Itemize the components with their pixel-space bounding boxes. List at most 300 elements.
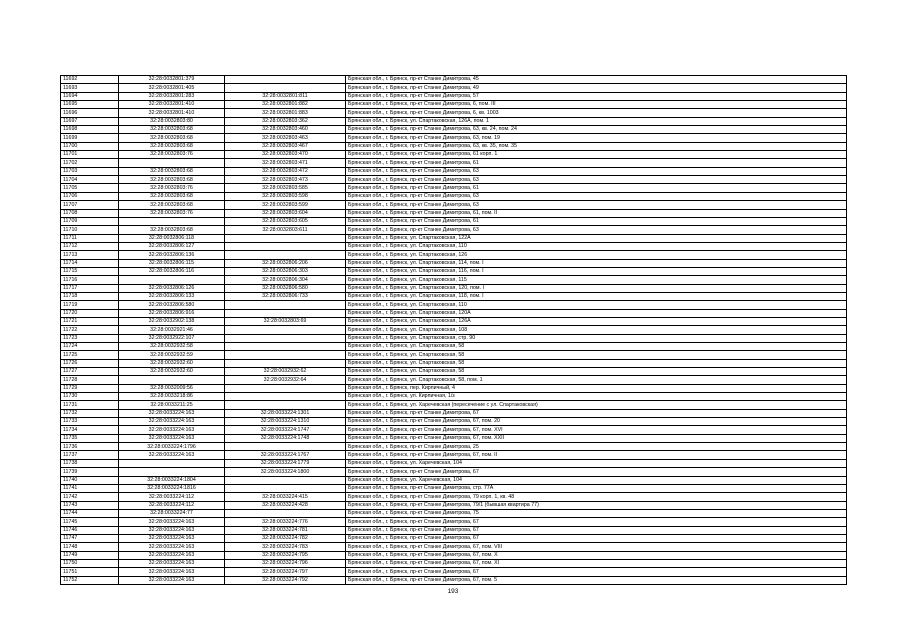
object-cadastral-number-cell: 32:28:0032806:303 bbox=[225, 267, 346, 275]
table-row bbox=[61, 126, 847, 134]
object-cadastral-number-cell: 32:28:0033224:428 bbox=[225, 501, 346, 509]
object-cadastral-number-cell: 32:28:0032803:604 bbox=[225, 209, 346, 217]
row-number-cell: 11727 bbox=[61, 368, 119, 376]
parcel-cadastral-number-cell: 32:28:0032803:68 bbox=[119, 142, 225, 150]
object-cadastral-number-cell bbox=[225, 384, 346, 392]
table-row bbox=[61, 418, 847, 426]
address-cell: Брянская обл., г. Брянск, пр-кт Станке Димитрова, 67 bbox=[346, 468, 847, 476]
row-number-cell: 11731 bbox=[61, 401, 119, 409]
parcel-cadastral-number-cell: 32:28:0032803:68 bbox=[119, 176, 225, 184]
object-cadastral-number-cell: 32:28:0033224:795 bbox=[225, 551, 346, 559]
address-cell: Брянская обл., г. Брянск, пр-кт Станке Димитрова, 61, пом. II bbox=[346, 209, 847, 217]
parcel-cadastral-number-cell: 32:28:0032801:410 bbox=[119, 101, 225, 109]
table-row bbox=[61, 351, 847, 359]
table-row bbox=[61, 368, 847, 376]
object-cadastral-number-cell: 32:28:0032803:611 bbox=[225, 226, 346, 234]
object-cadastral-number-cell: 32:28:0032932:64 bbox=[225, 376, 346, 384]
row-number-cell: 11709 bbox=[61, 217, 119, 225]
parcel-cadastral-number-cell: 32:28:0033224:163 bbox=[119, 451, 225, 459]
address-cell: Брянская обл., г. Брянск, ул. Спартаковская, 126А, пом. 1 bbox=[346, 117, 847, 125]
address-cell: Брянская обл., г. Брянск, пр-кт Станке Димитрова, 63 bbox=[346, 176, 847, 184]
row-number-cell: 11729 bbox=[61, 384, 119, 392]
table-row bbox=[61, 401, 847, 409]
object-cadastral-number-cell: 32:28:0033224:1301 bbox=[225, 409, 346, 417]
parcel-cadastral-number-cell: 32:28:0033224:163 bbox=[119, 559, 225, 567]
row-number-cell: 11713 bbox=[61, 251, 119, 259]
object-cadastral-number-cell: 32:28:0032803:599 bbox=[225, 201, 346, 209]
row-number-cell: 11737 bbox=[61, 451, 119, 459]
object-cadastral-number-cell bbox=[225, 343, 346, 351]
address-cell: Брянская обл., г. Брянск, ул. Кирпичная, 1/з bbox=[346, 393, 847, 401]
table-row bbox=[61, 226, 847, 234]
object-cadastral-number-cell bbox=[225, 84, 346, 92]
parcel-cadastral-number-cell: 32:28:0032803:68 bbox=[119, 201, 225, 209]
object-cadastral-number-cell: 32:28:0033224:776 bbox=[225, 518, 346, 526]
table-row bbox=[61, 426, 847, 434]
object-cadastral-number-cell: 32:28:0032803:605 bbox=[225, 217, 346, 225]
parcel-cadastral-number-cell: 32:28:0033224:163 bbox=[119, 534, 225, 542]
object-cadastral-number-cell bbox=[225, 251, 346, 259]
row-number-cell: 11744 bbox=[61, 509, 119, 517]
row-number-cell: 11698 bbox=[61, 126, 119, 134]
table-row bbox=[61, 276, 847, 284]
table-row bbox=[61, 101, 847, 109]
table-row bbox=[61, 242, 847, 250]
object-cadastral-number-cell: 32:28:0032801:811 bbox=[225, 92, 346, 100]
object-cadastral-number-cell: 32:28:0032803:472 bbox=[225, 167, 346, 175]
table-row bbox=[61, 76, 847, 84]
parcel-cadastral-number-cell bbox=[119, 217, 225, 225]
address-cell: Брянская обл., г. Брянск, ул. Харечевская, 104 bbox=[346, 459, 847, 467]
parcel-cadastral-number-cell: 32:28:0032806:118 bbox=[119, 234, 225, 242]
table-row bbox=[61, 309, 847, 317]
object-cadastral-number-cell: 32:28:0032932:62 bbox=[225, 368, 346, 376]
parcel-cadastral-number-cell: 32:28:0033224:163 bbox=[119, 576, 225, 584]
table-row bbox=[61, 284, 847, 292]
table-row bbox=[61, 184, 847, 192]
table-row bbox=[61, 142, 847, 150]
row-number-cell: 11734 bbox=[61, 426, 119, 434]
address-cell: Брянская обл., г. Брянск, пр-кт Станке Димитрова, 67, пом. 5 bbox=[346, 576, 847, 584]
parcel-cadastral-number-cell: 32:28:0033224:163 bbox=[119, 434, 225, 442]
table-row bbox=[61, 359, 847, 367]
parcel-cadastral-number-cell: 32:28:0033224:163 bbox=[119, 551, 225, 559]
address-cell: Брянская обл., г. Брянск, пр-кт Станке Димитрова, 63, пом. 19 bbox=[346, 134, 847, 142]
table-row bbox=[61, 409, 847, 417]
object-cadastral-number-cell: 32:28:0033224:797 bbox=[225, 568, 346, 576]
row-number-cell: 11701 bbox=[61, 151, 119, 159]
table-row bbox=[61, 176, 847, 184]
parcel-cadastral-number-cell: 32:28:0033224:112 bbox=[119, 493, 225, 501]
row-number-cell: 11708 bbox=[61, 209, 119, 217]
address-cell: Брянская обл., г. Брянск, пр-кт Станке Димитрова, стр. 77А bbox=[346, 484, 847, 492]
address-cell: Брянская обл., г. Брянск, ул. Спартаковская, 115 bbox=[346, 276, 847, 284]
parcel-cadastral-number-cell bbox=[119, 276, 225, 284]
row-number-cell: 11733 bbox=[61, 418, 119, 426]
object-cadastral-number-cell: 32:28:0032806:304 bbox=[225, 276, 346, 284]
object-cadastral-number-cell: 32:28:0032803:598 bbox=[225, 192, 346, 200]
address-cell: Брянская обл., г. Брянск, ул. Спартаковская, стр. 90 bbox=[346, 334, 847, 342]
address-cell: Брянская обл., г. Брянск, пр-кт Станке Димитрова, 67, пом. II bbox=[346, 451, 847, 459]
row-number-cell: 11741 bbox=[61, 484, 119, 492]
object-cadastral-number-cell bbox=[225, 309, 346, 317]
table-row bbox=[61, 451, 847, 459]
row-number-cell: 11742 bbox=[61, 493, 119, 501]
table-row bbox=[61, 317, 847, 325]
parcel-cadastral-number-cell: 32:28:0032806:916 bbox=[119, 309, 225, 317]
parcel-cadastral-number-cell: 32:28:0033224:163 bbox=[119, 426, 225, 434]
object-cadastral-number-cell: 32:28:0032801:882 bbox=[225, 101, 346, 109]
object-cadastral-number-cell: 32:28:0032806:580 bbox=[225, 284, 346, 292]
object-cadastral-number-cell: 32:28:0033224:1767 bbox=[225, 451, 346, 459]
object-cadastral-number-cell: 32:28:0033224:1779 bbox=[225, 459, 346, 467]
address-cell: Брянская обл., г. Брянск, пр-кт Станке Димитрова, 67, пом. X bbox=[346, 551, 847, 559]
row-number-cell: 11735 bbox=[61, 434, 119, 442]
table-row bbox=[61, 568, 847, 576]
row-number-cell: 11717 bbox=[61, 284, 119, 292]
parcel-cadastral-number-cell: 32:28:0033224:1796 bbox=[119, 443, 225, 451]
row-number-cell: 11716 bbox=[61, 276, 119, 284]
parcel-cadastral-number-cell: 32:28:0033224:1804 bbox=[119, 476, 225, 484]
table-row bbox=[61, 217, 847, 225]
row-number-cell: 11740 bbox=[61, 476, 119, 484]
address-cell: Брянская обл., г. Брянск, ул. Спартаковская, 114, пом. I bbox=[346, 259, 847, 267]
parcel-cadastral-number-cell: 32:28:0032902:138 bbox=[119, 317, 225, 325]
object-cadastral-number-cell bbox=[225, 476, 346, 484]
row-number-cell: 11692 bbox=[61, 76, 119, 84]
object-cadastral-number-cell bbox=[225, 443, 346, 451]
address-cell: Брянская обл., г. Брянск, пр-кт Станке Димитрова, 67, пом. XXII bbox=[346, 434, 847, 442]
address-cell: Брянская обл., г. Брянск, ул. Спартаковская, 126 bbox=[346, 251, 847, 259]
registry-table-body bbox=[61, 76, 847, 585]
address-cell: Брянская обл., г. Брянск, пер. Кирпичный, 4 bbox=[346, 384, 847, 392]
row-number-cell: 11695 bbox=[61, 101, 119, 109]
parcel-cadastral-number-cell: 32:28:0033224:163 bbox=[119, 526, 225, 534]
table-row bbox=[61, 84, 847, 92]
object-cadastral-number-cell: 32:28:0032803:585 bbox=[225, 184, 346, 192]
address-cell: Брянская обл., г. Брянск, пр-кт Станке Димитрова, 6, кв. 1003 bbox=[346, 109, 847, 117]
parcel-cadastral-number-cell bbox=[119, 468, 225, 476]
table-row bbox=[61, 159, 847, 167]
parcel-cadastral-number-cell: 32:28:0032801:410 bbox=[119, 109, 225, 117]
address-cell: Брянская обл., г. Брянск, пр-кт Станке Димитрова, 45 bbox=[346, 76, 847, 84]
parcel-cadastral-number-cell: 32:28:0033224:163 bbox=[119, 568, 225, 576]
table-row bbox=[61, 134, 847, 142]
cadastral-registry-table bbox=[60, 75, 847, 585]
parcel-cadastral-number-cell: 32:28:0032803:68 bbox=[119, 226, 225, 234]
row-number-cell: 11710 bbox=[61, 226, 119, 234]
table-row bbox=[61, 484, 847, 492]
address-cell: Брянская обл., г. Брянск, ул. Спартаковская, 110 bbox=[346, 242, 847, 250]
address-cell: Брянская обл., г. Брянск, пр-кт Станке Димитрова, 63, кв. 35, пом. 35 bbox=[346, 142, 847, 150]
row-number-cell: 11712 bbox=[61, 242, 119, 250]
parcel-cadastral-number-cell: 32:28:0032803:76 bbox=[119, 184, 225, 192]
row-number-cell: 11719 bbox=[61, 301, 119, 309]
address-cell: Брянская обл., г. Брянск, ул. Спартаковская, 58 bbox=[346, 368, 847, 376]
object-cadastral-number-cell bbox=[225, 393, 346, 401]
object-cadastral-number-cell: 32:28:0033224:415 bbox=[225, 493, 346, 501]
object-cadastral-number-cell bbox=[225, 484, 346, 492]
parcel-cadastral-number-cell: 32:28:0033224:1816 bbox=[119, 484, 225, 492]
object-cadastral-number-cell bbox=[225, 359, 346, 367]
parcel-cadastral-number-cell: 32:28:0032803:80 bbox=[119, 117, 225, 125]
address-cell: Брянская обл., г. Брянск, пр-кт Станке Димитрова, 67, пом. VIII bbox=[346, 543, 847, 551]
address-cell: Брянская обл., г. Брянск, ул. Спартаковская, 118, пом. I bbox=[346, 292, 847, 300]
address-cell: Брянская обл., г. Брянск, ул. Спартаковская, 58 bbox=[346, 359, 847, 367]
object-cadastral-number-cell bbox=[225, 351, 346, 359]
address-cell: Брянская обл., г. Брянск, пр-кт Станке Димитрова, 63 bbox=[346, 192, 847, 200]
parcel-cadastral-number-cell bbox=[119, 459, 225, 467]
row-number-cell: 11700 bbox=[61, 142, 119, 150]
row-number-cell: 11726 bbox=[61, 359, 119, 367]
row-number-cell: 11747 bbox=[61, 534, 119, 542]
table-row bbox=[61, 551, 847, 559]
parcel-cadastral-number-cell: 32:28:0032932:60 bbox=[119, 368, 225, 376]
table-row bbox=[61, 117, 847, 125]
object-cadastral-number-cell bbox=[225, 401, 346, 409]
object-cadastral-number-cell: 32:28:0032803:467 bbox=[225, 142, 346, 150]
table-row bbox=[61, 509, 847, 517]
row-number-cell: 11723 bbox=[61, 334, 119, 342]
parcel-cadastral-number-cell: 32:28:0032803:76 bbox=[119, 209, 225, 217]
parcel-cadastral-number-cell: 32:28:0032806:136 bbox=[119, 251, 225, 259]
table-row bbox=[61, 543, 847, 551]
row-number-cell: 11693 bbox=[61, 84, 119, 92]
row-number-cell: 11743 bbox=[61, 501, 119, 509]
table-row bbox=[61, 518, 847, 526]
address-cell: Брянская обл., г. Брянск, пр-кт Станке Димитрова, 61 bbox=[346, 159, 847, 167]
table-row bbox=[61, 251, 847, 259]
row-number-cell: 11725 bbox=[61, 351, 119, 359]
address-cell: Брянская обл., г. Брянск, пр-кт Станке Димитрова, 67 bbox=[346, 526, 847, 534]
address-cell: Брянская обл., г. Брянск, ул. Спартаковская, 110 bbox=[346, 301, 847, 309]
parcel-cadastral-number-cell: 32:28:0032803:68 bbox=[119, 192, 225, 200]
table-row bbox=[61, 468, 847, 476]
parcel-cadastral-number-cell: 32:28:0032806:115 bbox=[119, 259, 225, 267]
object-cadastral-number-cell: 32:28:0033224:1800 bbox=[225, 468, 346, 476]
object-cadastral-number-cell: 32:28:0033224:782 bbox=[225, 534, 346, 542]
table-row bbox=[61, 209, 847, 217]
parcel-cadastral-number-cell: 32:28:0032803:76 bbox=[119, 151, 225, 159]
address-cell: Брянская обл., г. Брянск, пр-кт Станке Димитрова, 6, пом. III bbox=[346, 101, 847, 109]
row-number-cell: 11703 bbox=[61, 167, 119, 175]
parcel-cadastral-number-cell: 32:28:0033224:163 bbox=[119, 418, 225, 426]
parcel-cadastral-number-cell: 32:28:0032803:68 bbox=[119, 134, 225, 142]
table-row bbox=[61, 234, 847, 242]
table-row bbox=[61, 384, 847, 392]
row-number-cell: 11721 bbox=[61, 317, 119, 325]
parcel-cadastral-number-cell: 32:28:0032009:56 bbox=[119, 384, 225, 392]
address-cell: Брянская обл., г. Брянск, пр-кт Станке Димитрова, 67, пом. 20 bbox=[346, 418, 847, 426]
table-row bbox=[61, 526, 847, 534]
address-cell: Брянская обл., г. Брянск, пр-кт Станке Димитрова, 63 bbox=[346, 167, 847, 175]
row-number-cell: 11720 bbox=[61, 309, 119, 317]
row-number-cell: 11704 bbox=[61, 176, 119, 184]
object-cadastral-number-cell: 32:28:0033224:1748 bbox=[225, 434, 346, 442]
object-cadastral-number-cell: 32:28:0032803:460 bbox=[225, 126, 346, 134]
address-cell: Брянская обл., г. Брянск, пр-кт Станке Димитрова, 63, кв. 24, пом. 24 bbox=[346, 126, 847, 134]
parcel-cadastral-number-cell: 32:28:0033224:163 bbox=[119, 543, 225, 551]
row-number-cell: 11751 bbox=[61, 568, 119, 576]
address-cell: Брянская обл., г. Брянск, ул. Спартаковская, 120, пом. I bbox=[346, 284, 847, 292]
object-cadastral-number-cell: 32:28:0032806:733 bbox=[225, 292, 346, 300]
table-row bbox=[61, 259, 847, 267]
parcel-cadastral-number-cell: 32:28:0032803:68 bbox=[119, 167, 225, 175]
row-number-cell: 11748 bbox=[61, 543, 119, 551]
table-row bbox=[61, 376, 847, 384]
row-number-cell: 11730 bbox=[61, 393, 119, 401]
object-cadastral-number-cell: 32:28:0032803:471 bbox=[225, 159, 346, 167]
address-cell: Брянская обл., г. Брянск, ул. Спартаковская, 58, пом. 1 bbox=[346, 376, 847, 384]
row-number-cell: 11694 bbox=[61, 92, 119, 100]
row-number-cell: 11714 bbox=[61, 259, 119, 267]
parcel-cadastral-number-cell: 32:28:0032932:60 bbox=[119, 359, 225, 367]
row-number-cell: 11702 bbox=[61, 159, 119, 167]
address-cell: Брянская обл., г. Брянск, ул. Спартаковская, 58 bbox=[346, 351, 847, 359]
parcel-cadastral-number-cell: 32:28:0032922:107 bbox=[119, 334, 225, 342]
row-number-cell: 11697 bbox=[61, 117, 119, 125]
parcel-cadastral-number-cell: 32:28:0032806:116 bbox=[119, 267, 225, 275]
row-number-cell: 11711 bbox=[61, 234, 119, 242]
address-cell: Брянская обл., г. Брянск, пр-кт Станке Димитрова, 75 bbox=[346, 509, 847, 517]
address-cell: Брянская обл., г. Брянск, ул. Харечевская (пересечение с ул. Спартаковская) bbox=[346, 401, 847, 409]
address-cell: Брянская обл., г. Брянск, ул. Спартаковская, 126А bbox=[346, 317, 847, 325]
row-number-cell: 11738 bbox=[61, 459, 119, 467]
row-number-cell: 11752 bbox=[61, 576, 119, 584]
parcel-cadastral-number-cell: 32:28:0032806:580 bbox=[119, 301, 225, 309]
object-cadastral-number-cell: 32:28:0033224:781 bbox=[225, 526, 346, 534]
address-cell: Брянская обл., г. Брянск, пр-кт Станке Димитрова, 67 bbox=[346, 534, 847, 542]
table-row bbox=[61, 459, 847, 467]
object-cadastral-number-cell bbox=[225, 326, 346, 334]
table-row bbox=[61, 534, 847, 542]
object-cadastral-number-cell: 32:28:0033224:1310 bbox=[225, 418, 346, 426]
row-number-cell: 11724 bbox=[61, 343, 119, 351]
object-cadastral-number-cell: 32:28:0033224:783 bbox=[225, 543, 346, 551]
address-cell: Брянская обл., г. Брянск, ул. Спартаковская, 58 bbox=[346, 343, 847, 351]
row-number-cell: 11739 bbox=[61, 468, 119, 476]
parcel-cadastral-number-cell: 32:28:0033211:25 bbox=[119, 401, 225, 409]
address-cell: Брянская обл., г. Брянск, пр-кт Станке Димитрова, 67 bbox=[346, 518, 847, 526]
row-number-cell: 11745 bbox=[61, 518, 119, 526]
address-cell: Брянская обл., г. Брянск, ул. Спартаковская, 122А bbox=[346, 234, 847, 242]
row-number-cell: 11705 bbox=[61, 184, 119, 192]
parcel-cadastral-number-cell: 32:28:0032801:379 bbox=[119, 76, 225, 84]
row-number-cell: 11715 bbox=[61, 267, 119, 275]
address-cell: Брянская обл., г. Брянск, пр-кт Станке Димитрова, 67 bbox=[346, 568, 847, 576]
parcel-cadastral-number-cell: 32:28:0032806:127 bbox=[119, 242, 225, 250]
parcel-cadastral-number-cell bbox=[119, 159, 225, 167]
address-cell: Брянская обл., г. Брянск, пр-кт Станке Димитрова, 61 bbox=[346, 184, 847, 192]
parcel-cadastral-number-cell: 32:28:0033218:86 bbox=[119, 393, 225, 401]
object-cadastral-number-cell bbox=[225, 242, 346, 250]
row-number-cell: 11750 bbox=[61, 559, 119, 567]
address-cell: Брянская обл., г. Брянск, ул. Харечевская, 104 bbox=[346, 476, 847, 484]
table-row bbox=[61, 501, 847, 509]
parcel-cadastral-number-cell: 32:28:0032806:133 bbox=[119, 292, 225, 300]
address-cell: Брянская обл., г. Брянск, пр-кт Станке Димитрова, 67, пом. XI bbox=[346, 559, 847, 567]
address-cell: Брянская обл., г. Брянск, пр-кт Станке Димитрова, 67 bbox=[346, 409, 847, 417]
row-number-cell: 11749 bbox=[61, 551, 119, 559]
parcel-cadastral-number-cell: 32:28:0033224:163 bbox=[119, 518, 225, 526]
row-number-cell: 11706 bbox=[61, 192, 119, 200]
address-cell: Брянская обл., г. Брянск, пр-кт Станке Димитрова, 79 корп. 1, кв. 48 bbox=[346, 493, 847, 501]
object-cadastral-number-cell: 32:28:0033224:1747 bbox=[225, 426, 346, 434]
table-row bbox=[61, 343, 847, 351]
table-row bbox=[61, 201, 847, 209]
parcel-cadastral-number-cell: 32:28:0033224:163 bbox=[119, 409, 225, 417]
table-row bbox=[61, 267, 847, 275]
address-cell: Брянская обл., г. Брянск, пр-кт Станке Димитрова, 61 корп. 1 bbox=[346, 151, 847, 159]
parcel-cadastral-number-cell bbox=[119, 376, 225, 384]
table-row bbox=[61, 151, 847, 159]
table-row bbox=[61, 493, 847, 501]
row-number-cell: 11732 bbox=[61, 409, 119, 417]
object-cadastral-number-cell bbox=[225, 334, 346, 342]
row-number-cell: 11728 bbox=[61, 376, 119, 384]
object-cadastral-number-cell: 32:28:0032803:473 bbox=[225, 176, 346, 184]
row-number-cell: 11722 bbox=[61, 326, 119, 334]
address-cell: Брянская обл., г. Брянск, пр-кт Станке Димитрова, 49 bbox=[346, 84, 847, 92]
object-cadastral-number-cell: 32:28:0032801:883 bbox=[225, 109, 346, 117]
row-number-cell: 11699 bbox=[61, 134, 119, 142]
table-row bbox=[61, 292, 847, 300]
address-cell: Брянская обл., г. Брянск, ул. Спартаковская, 116, пом. I bbox=[346, 267, 847, 275]
row-number-cell: 11707 bbox=[61, 201, 119, 209]
table-row bbox=[61, 301, 847, 309]
parcel-cadastral-number-cell: 32:28:0032803:68 bbox=[119, 126, 225, 134]
object-cadastral-number-cell: 32:28:0032803:362 bbox=[225, 117, 346, 125]
object-cadastral-number-cell bbox=[225, 509, 346, 517]
parcel-cadastral-number-cell: 32:28:0032806:126 bbox=[119, 284, 225, 292]
table-row bbox=[61, 334, 847, 342]
object-cadastral-number-cell: 32:28:0033224:792 bbox=[225, 576, 346, 584]
address-cell: Брянская обл., г. Брянск, пр-кт Станке Димитрова, 63 bbox=[346, 201, 847, 209]
table-row bbox=[61, 192, 847, 200]
address-cell: Брянская обл., г. Брянск, пр-кт Станке Димитрова, 57 bbox=[346, 92, 847, 100]
object-cadastral-number-cell bbox=[225, 234, 346, 242]
object-cadastral-number-cell: 32:28:0032803:470 bbox=[225, 151, 346, 159]
object-cadastral-number-cell: 32:28:0033224:796 bbox=[225, 559, 346, 567]
table-row bbox=[61, 393, 847, 401]
address-cell: Брянская обл., г. Брянск, ул. Спартаковская, 108 bbox=[346, 326, 847, 334]
row-number-cell: 11718 bbox=[61, 292, 119, 300]
parcel-cadastral-number-cell: 32:28:0032921:46 bbox=[119, 326, 225, 334]
table-row bbox=[61, 167, 847, 175]
address-cell: Брянская обл., г. Брянск, пр-кт Станке Димитрова, 25 bbox=[346, 443, 847, 451]
parcel-cadastral-number-cell: 32:28:0033224:112 bbox=[119, 501, 225, 509]
row-number-cell: 11746 bbox=[61, 526, 119, 534]
table-row bbox=[61, 92, 847, 100]
parcel-cadastral-number-cell: 32:28:0032932:59 bbox=[119, 351, 225, 359]
parcel-cadastral-number-cell: 32:28:0032801:283 bbox=[119, 92, 225, 100]
row-number-cell: 11736 bbox=[61, 443, 119, 451]
address-cell: Брянская обл., г. Брянск, пр-кт Станке Димитрова, 61 bbox=[346, 217, 847, 225]
object-cadastral-number-cell: 32:28:0032803:69 bbox=[225, 317, 346, 325]
object-cadastral-number-cell bbox=[225, 301, 346, 309]
table-row bbox=[61, 109, 847, 117]
row-number-cell: 11696 bbox=[61, 109, 119, 117]
table-row bbox=[61, 559, 847, 567]
table-row bbox=[61, 576, 847, 584]
table-row bbox=[61, 326, 847, 334]
parcel-cadastral-number-cell: 32:28:0032801:405 bbox=[119, 84, 225, 92]
parcel-cadastral-number-cell: 32:28:0032932:58 bbox=[119, 343, 225, 351]
table-row bbox=[61, 476, 847, 484]
parcel-cadastral-number-cell: 32:28:0033224:77 bbox=[119, 509, 225, 517]
address-cell: Брянская обл., г. Брянск, пр-кт Станке Димитрова, 67, пом. XVI bbox=[346, 426, 847, 434]
address-cell: Брянская обл., г. Брянск, пр-кт Станке Димитрова, 79/1 (бывшая квартира 77) bbox=[346, 501, 847, 509]
